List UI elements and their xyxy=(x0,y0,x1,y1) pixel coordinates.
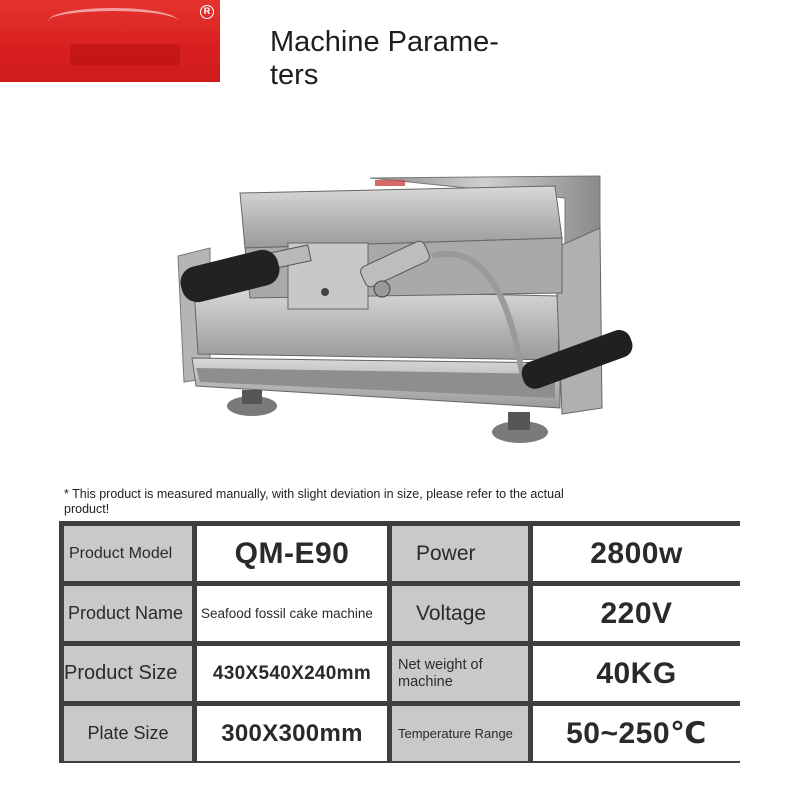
voltage-label: Voltage xyxy=(392,586,528,641)
temperature-value: 50~250℃ xyxy=(533,706,740,761)
logo-swoosh xyxy=(48,8,178,34)
temperature-label: Temperature Range xyxy=(392,706,528,761)
product-model-label: Product Model xyxy=(64,526,192,581)
page-title: Machine Parame- ters xyxy=(270,26,499,91)
product-name-label: Product Name xyxy=(64,586,192,641)
product-image xyxy=(170,168,640,448)
net-weight-label: Net weight of machine xyxy=(392,646,528,701)
power-value: 2800w xyxy=(533,526,740,581)
spec-table xyxy=(59,521,740,763)
power-label: Power xyxy=(392,526,528,581)
brand-logo-banner xyxy=(0,0,220,82)
plate-size-value: 300X300mm xyxy=(197,706,387,761)
product-size-value: 430X540X240mm xyxy=(197,646,387,701)
product-name-value: Seafood fossil cake machine xyxy=(197,586,387,641)
registered-mark-icon: R xyxy=(200,5,214,19)
net-weight-value: 40KG xyxy=(533,646,740,701)
measurement-note: * This product is measured manually, with slight deviation in size, please refer to the actual product! xyxy=(64,487,564,516)
voltage-value: 220V xyxy=(533,586,740,641)
product-size-label: Product Size xyxy=(64,646,192,701)
product-model-value: QM-E90 xyxy=(197,526,387,581)
plate-size-label: Plate Size xyxy=(64,706,192,761)
logo-mark xyxy=(70,44,180,66)
